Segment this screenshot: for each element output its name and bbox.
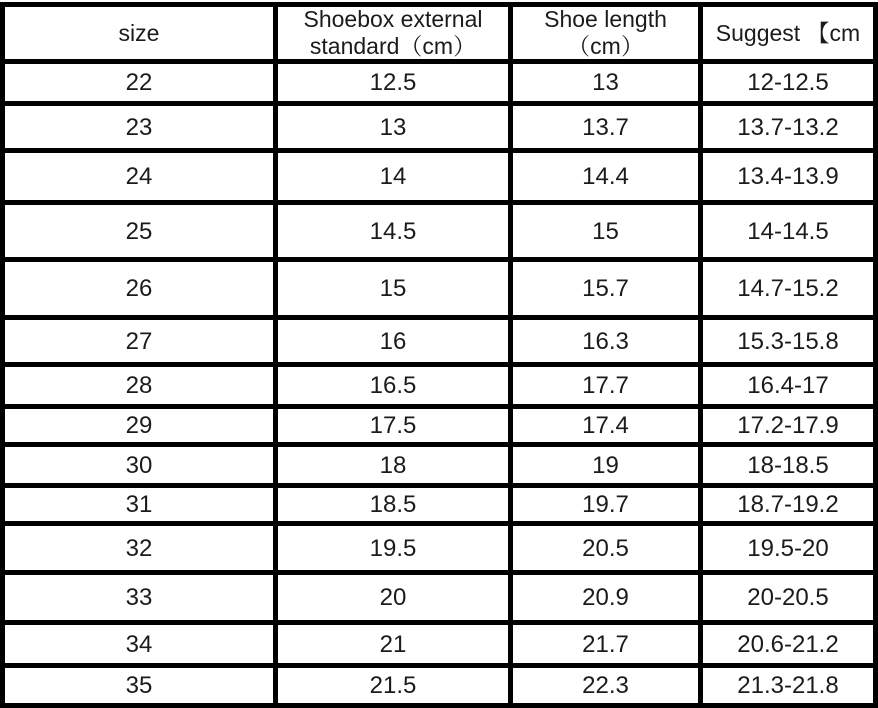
cell-shoebox: 20 <box>278 575 513 625</box>
cell-suggest: 20.6-21.2 <box>703 625 873 668</box>
cell-size: 25 <box>5 205 278 262</box>
cell-suggest: 16.4-17 <box>703 367 873 409</box>
cell-suggest: 15.3-15.8 <box>703 320 873 367</box>
cell-shoebox: 13 <box>278 106 513 153</box>
cell-size: 26 <box>5 262 278 320</box>
cell-suggest: 14-14.5 <box>703 205 873 262</box>
header-size <box>5 7 278 64</box>
cell-size: 29 <box>5 409 278 447</box>
cell-suggest: 18.7-19.2 <box>703 488 873 526</box>
cell-suggest: 20-20.5 <box>703 575 873 625</box>
cell-shoebox: 15 <box>278 262 513 320</box>
header-shoebox-standard <box>278 7 513 64</box>
cell-suggest: 13.7-13.2 <box>703 106 873 153</box>
cell-shoe-length: 16.3 <box>513 320 703 367</box>
cell-shoe-length: 20.9 <box>513 575 703 625</box>
cell-shoebox: 12.5 <box>278 64 513 106</box>
cell-size: 27 <box>5 320 278 367</box>
cell-suggest: 17.2-17.9 <box>703 409 873 447</box>
cell-shoe-length: 13 <box>513 64 703 106</box>
cell-shoebox: 18.5 <box>278 488 513 526</box>
cell-size: 32 <box>5 526 278 575</box>
cell-size: 24 <box>5 153 278 205</box>
cell-shoe-length: 20.5 <box>513 526 703 575</box>
header-shoe-length-line2: （cm） <box>567 33 644 59</box>
cell-shoebox: 14.5 <box>278 205 513 262</box>
header-shoe-length <box>513 7 703 64</box>
cell-size: 30 <box>5 447 278 488</box>
cell-size: 34 <box>5 625 278 668</box>
cell-shoe-length: 15 <box>513 205 703 262</box>
cell-shoebox: 19.5 <box>278 526 513 575</box>
cell-size: 28 <box>5 367 278 409</box>
cell-shoebox: 17.5 <box>278 409 513 447</box>
cell-size: 23 <box>5 106 278 153</box>
cell-shoe-length: 21.7 <box>513 625 703 668</box>
cell-suggest: 14.7-15.2 <box>703 262 873 320</box>
cell-size: 31 <box>5 488 278 526</box>
cell-shoebox: 16 <box>278 320 513 367</box>
cell-suggest: 21.3-21.8 <box>703 668 873 708</box>
header-suggest-label: Suggest 【cm <box>715 19 861 46</box>
header-suggest <box>703 7 873 64</box>
cell-shoe-length: 13.7 <box>513 106 703 153</box>
cell-shoebox: 21 <box>278 625 513 668</box>
cell-shoebox: 16.5 <box>278 367 513 409</box>
cell-shoe-length: 17.4 <box>513 409 703 447</box>
header-shoebox-line2: standard（cm） <box>309 33 477 59</box>
cell-shoe-length: 22.3 <box>513 668 703 708</box>
cell-shoe-length: 19 <box>513 447 703 488</box>
cell-shoebox: 18 <box>278 447 513 488</box>
cell-shoe-length: 17.7 <box>513 367 703 409</box>
header-shoe-length-line1: Shoe length <box>544 7 667 32</box>
cell-size: 35 <box>5 668 278 708</box>
cell-suggest: 18-18.5 <box>703 447 873 488</box>
header-size-label: size <box>118 19 160 46</box>
header-shoebox-line1: Shoebox external <box>303 7 483 32</box>
cell-shoebox: 21.5 <box>278 668 513 708</box>
size-chart-table <box>0 2 878 708</box>
cell-shoebox: 14 <box>278 153 513 205</box>
cell-size: 22 <box>5 64 278 106</box>
cell-shoe-length: 14.4 <box>513 153 703 205</box>
cell-shoe-length: 19.7 <box>513 488 703 526</box>
cell-shoe-length: 15.7 <box>513 262 703 320</box>
cell-suggest: 19.5-20 <box>703 526 873 575</box>
cell-suggest: 13.4-13.9 <box>703 153 873 205</box>
cell-size: 33 <box>5 575 278 625</box>
cell-suggest: 12-12.5 <box>703 64 873 106</box>
